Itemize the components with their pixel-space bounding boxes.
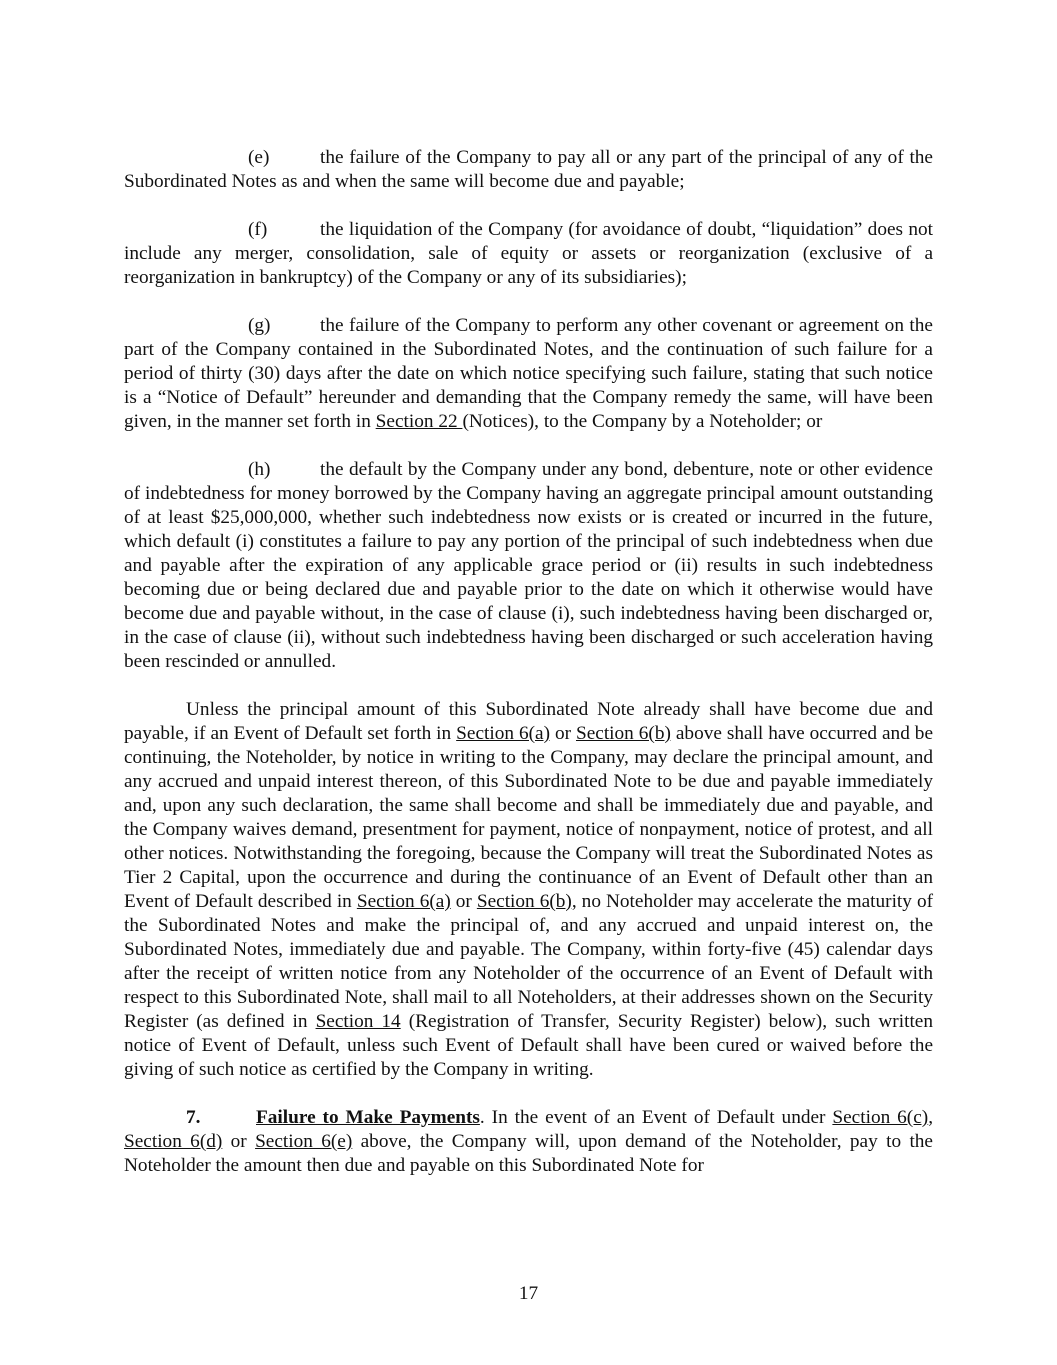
paragraph-text: the failure of the Company to perform any other covenant or agreement on the part of the Company contained in the Subordinated Notes, and the continuation of such failure for a period of thirty (30) days after the date on which notice specifying such failure, stating that such notice is a “Notice of Default” hereunder and demanding that the Company remedy the same, will have been given, in the manner set forth in bbox=[124, 315, 933, 432]
paragraph-clause-e bbox=[124, 146, 933, 194]
section-reference: Section 22 bbox=[375, 411, 463, 432]
paragraph-text: Unless the principal amount of this Subordinated Note already shall have become due and payable, if an Event of Default set forth in bbox=[124, 699, 933, 744]
paragraph-section-7 bbox=[124, 1106, 933, 1178]
paragraph-text: (Registration of Transfer, Security Register) below), such written notice of Event of Default, unless such Event of Default shall have been cured or waived before the giving of such notice as certified by the Company in writing. bbox=[124, 1011, 933, 1080]
clause-marker: (h) bbox=[248, 459, 271, 480]
paragraph-clause-g bbox=[124, 314, 933, 434]
paragraph-acceleration-paragraph bbox=[124, 698, 933, 1082]
paragraph-text: , no Noteholder may accelerate the maturity of the Subordinated Notes and make the principal of, and any accrued and unpaid interest on, the Subordinated Notes, immediately due and payable. The Company, within forty-five (45) calendar days after the receipt of written notice from any Noteholder of the occurrence of an Event of Default with respect to this Subordinated Note, shall mail to all Noteholders, at their addresses shown on the Security Register (as defined in bbox=[124, 891, 934, 1032]
paragraph-text: above, the Company will, upon demand of the Noteholder, pay to the Noteholder the amount then due and payable on this Subordinated Note for bbox=[124, 1131, 933, 1176]
section-reference: Section 6(e) bbox=[255, 1131, 353, 1152]
paragraph-text: or bbox=[550, 723, 576, 744]
section-number: 7. bbox=[186, 1107, 201, 1128]
clause-marker: (f) bbox=[248, 219, 268, 240]
paragraph-text: the default by the Company under any bond, debenture, note or other evidence of indebtedness for money borrowed by the Company having an aggregate principal amount outstanding of at least $25,000,000, whether such indebtedness now exists or is created or incurred in the future, which default (i) constitutes a failure to pay any portion of the principal of such indebtedness when due and payable after the expiration of any applicable grace period or (ii) results in such indebtedness becoming due or being declared due and payable prior to the date on which it otherwise would have become due and payable without, in the case of clause (i), such indebtedness having been discharged or, in the case of clause (ii), without such indebtedness having been discharged or such acceleration having been rescinded or annulled. bbox=[124, 459, 933, 672]
paragraph-text: . In the event of an Event of Default under bbox=[479, 1107, 833, 1128]
paragraph-text: , bbox=[928, 1107, 934, 1128]
paragraph-text: or bbox=[450, 891, 477, 912]
page-number: 17 bbox=[518, 1283, 539, 1304]
paragraph-clause-f bbox=[124, 218, 933, 290]
paragraph-clause-h bbox=[124, 458, 933, 674]
document-page bbox=[124, 146, 933, 1178]
section-reference: Section 6(c) bbox=[832, 1107, 929, 1128]
paragraph-text: above shall have occurred and be continuing, the Noteholder, by notice in writing to the Company, may declare the principal amount, and any accrued and unpaid interest thereon, of this Subordinated Note to be due and payable immediately and, upon any such declaration, the same shall become and shall be immediately due and payable, and the Company waives demand, presentment for payment, notice of nonpayment, notice of protest, and all other notices. Notwithstanding the foregoing, because the Company will treat the Subordinated Notes as Tier 2 Capital, upon the occurrence and during the continuance of an Event of Default other than an Event of Default described in bbox=[124, 723, 933, 912]
section-reference: Section 6(b) bbox=[476, 891, 572, 912]
section-reference: Section 6(a) bbox=[356, 891, 451, 912]
paragraph-text: (Notices), to the Company by a Noteholder; or bbox=[462, 411, 823, 432]
section-reference: Section 14 bbox=[315, 1011, 401, 1032]
section-reference: Section 6(a) bbox=[456, 723, 550, 744]
paragraph-text: or bbox=[222, 1131, 256, 1152]
section-title: Failure to Make Payments bbox=[256, 1107, 480, 1128]
section-reference: Section 6(b) bbox=[575, 723, 671, 744]
clause-marker: (e) bbox=[248, 147, 270, 168]
paragraph-text: the liquidation of the Company (for avoidance of doubt, “liquidation” does not include any merger, consolidation, sale of equity or assets or reorganization (exclusive of a reorganization in bankruptcy) of the Company or any of its subsidiaries); bbox=[124, 219, 933, 288]
section-reference: Section 6(d) bbox=[124, 1131, 223, 1152]
paragraph-text: the failure of the Company to pay all or any part of the principal of any of the Subordinated Notes as and when the same will become due and payable; bbox=[124, 147, 933, 192]
clause-marker: (g) bbox=[248, 315, 271, 336]
